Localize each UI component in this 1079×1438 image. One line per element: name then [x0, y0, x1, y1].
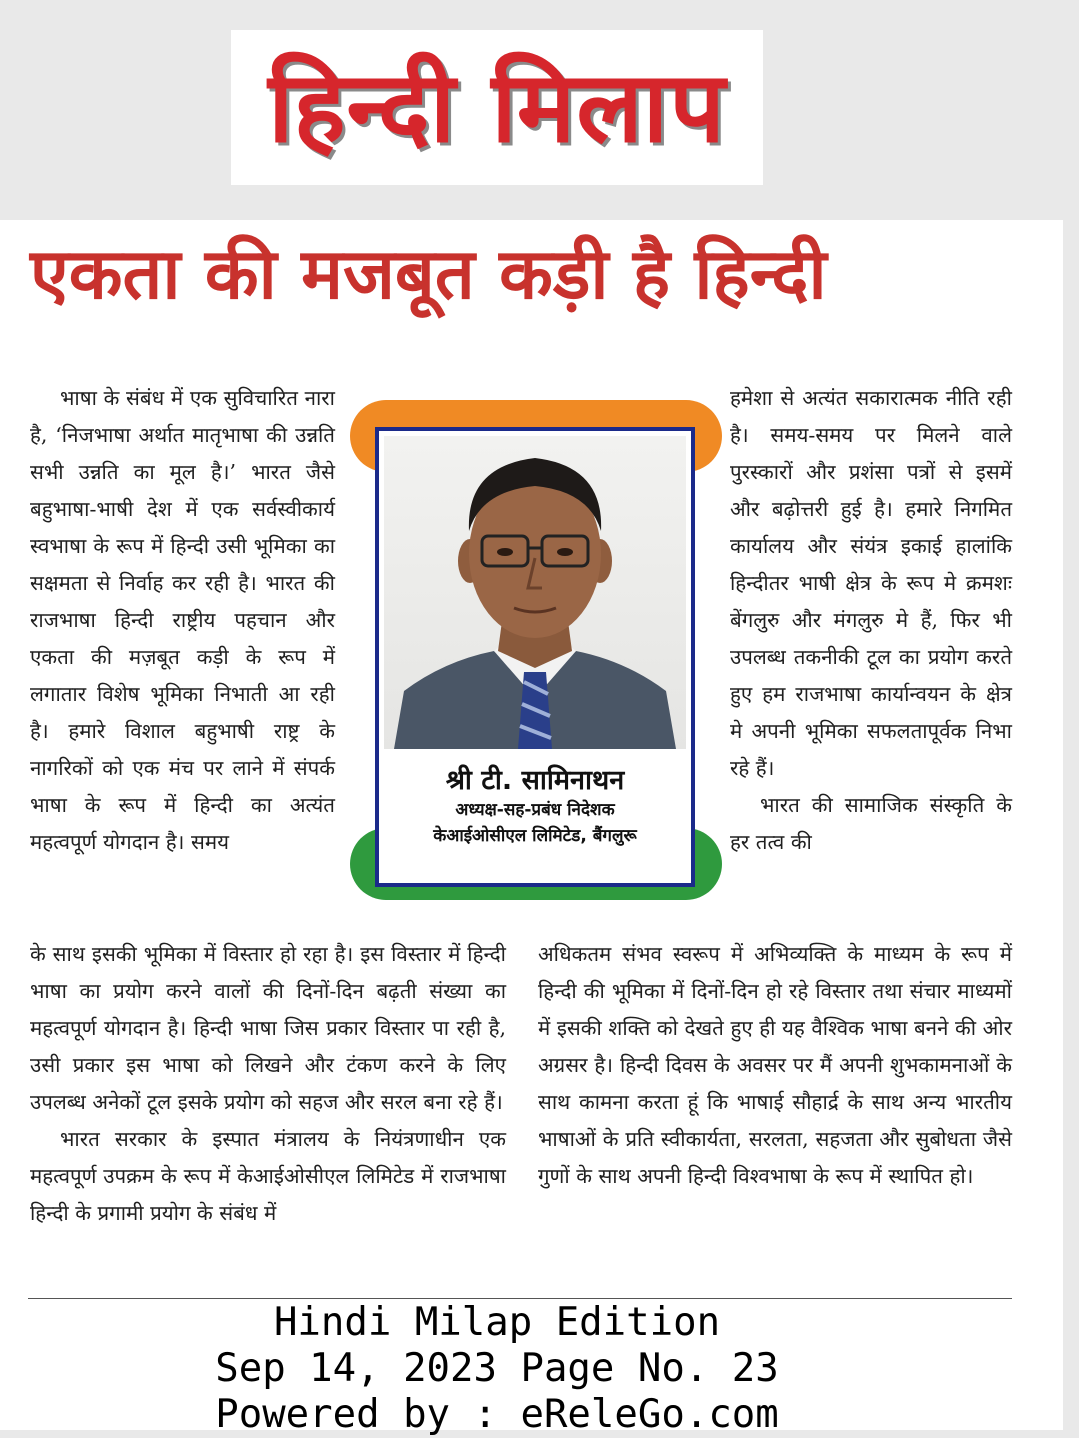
paragraph: भारत सरकार के इस्पात मंत्रालय के नियंत्रणाधीन एक महत्वपूर्ण उपक्रम के रूप में केआईओसीएल लिमिटेड में राजभाषा हिन्दी के प्रगामी प्रयोग के संबंध में: [30, 1127, 506, 1225]
person-name: श्री टी. सामिनाथन: [445, 765, 625, 796]
masthead: [231, 30, 763, 185]
footer: [0, 1300, 994, 1438]
paragraph: हमेशा से अत्यंत सकारात्मक नीति रही है। समय-समय पर मिलने वाले पुरस्कारों और प्रशंसा पत्रों से इसमें और बढ़ोत्तरी हुई है। हमारे निगमित कार्यालय और संयंत्र इकाई हालांकि हिन्दीतर भाषी क्षेत्र के रूप मे क्रमशः बेंगलुरु और मंगलुरु मे हैं, फिर भी उपलब्ध तकनीकी टूल का प्रयोग करते हुए हम राजभाषा कार्यान्वयन के क्षेत्र मे अपनी भूमिका सफलतापूर्वक निभा रहे हैं।: [730, 386, 1012, 780]
article-column-2: [30, 936, 506, 1232]
masthead-logo: हिन्दी मिलाप: [268, 49, 726, 165]
person-designation: अध्यक्ष-सह-प्रबंध निदेशक: [455, 800, 615, 821]
article-column-1: [30, 380, 335, 861]
photo-box: [375, 427, 695, 887]
paragraph: भारत की सामाजिक संस्कृति के हर तत्व की: [730, 793, 1012, 854]
footer-divider: [28, 1298, 1012, 1299]
photo-caption: [379, 763, 691, 849]
headline: एकता की मजबूत कड़ी है हिन्दी: [30, 233, 827, 315]
portrait-illustration: [384, 436, 686, 749]
footer-date-page: Sep 14, 2023 Page No. 23: [215, 1346, 779, 1391]
paragraph: के साथ इसकी भूमिका में विस्तार हो रहा है। इस विस्तार में हिन्दी भाषा का प्रयोग करने वालों की दिनों-दिन बढ़ती संख्या का महत्वपूर्ण योगदान है। हिन्दी भाषा जिस प्रकार विस्तार पा रही है, उसी प्रकार इस भाषा को लिखने और टंकण करने के लिए उपलब्ध अनेकों टूल इसके प्रयोग को सहज और सरल बना रहे हैं।: [30, 942, 506, 1114]
article-column-3: [730, 380, 1012, 861]
footer-edition: Hindi Milap Edition: [273, 1300, 721, 1345]
article-column-4: [538, 936, 1012, 1195]
portrait-photo: [384, 436, 686, 749]
person-organization: केआईओसीएल लिमिटेड, बैंगलुरू: [433, 825, 637, 846]
paragraph: अधिकतम संभव स्वरूप में अभिव्यक्ति के माध्यम के रूप में हिन्दी की भूमिका में दिनों-दिन हो रहे विस्तार तथा संचार माध्यमों में इसकी शक्ति को देखते हुए ही यह वैश्विक भाषा बनने की ओर अग्रसर है। हिन्दी दिवस के अवसर पर मैं अपनी शुभकामनाओं के साथ कामना करता हूं कि भाषाई सौहार्द्र के साथ अन्य भारतीय भाषाओं के प्रति स्वीकार्यता, सरलता, सहजता और सुबोधता जैसे गुणों के साथ अपनी हिन्दी विश्वभाषा के रूप में स्थापित हो।: [538, 942, 1012, 1188]
paragraph: भाषा के संबंध में एक सुविचारित नारा है, ‘निजभाषा अर्थात मातृभाषा की उन्नति सभी उन्नति का मूल है।’ भारत जैसे बहुभाषा-भाषी देश में एक सर्वस्वीकार्य स्वभाषा के रूप में हिन्दी उसी भूमिका का सक्षमता से निर्वाह कर रही है। भारत की राजभाषा हिन्दी राष्ट्रीय पहचान और एकता की मज़बूत कड़ी के रूप में लगातार विशेष भूमिका निभाती आ रही है। हमारे विशाल बहुभाषी राष्ट्र के नागरिकों को एक मंच पर लाने में संपर्क भाषा के रूप में हिन्दी का अत्यंत महत्वपूर्ण योगदान है। समय: [30, 386, 335, 854]
photo-frame: [350, 400, 722, 900]
footer-powered-by: Powered by : eReleGo.com: [215, 1392, 779, 1437]
